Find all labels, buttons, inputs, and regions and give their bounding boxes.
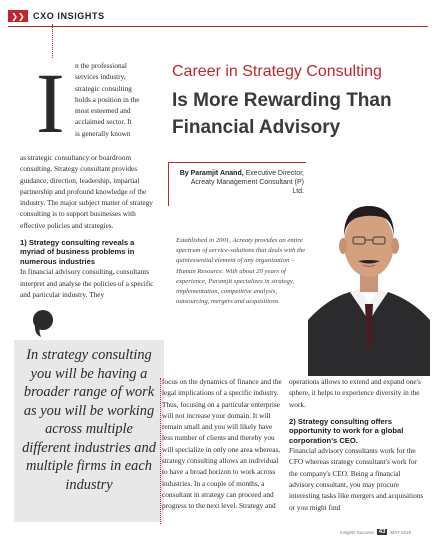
section-label: CXO INSIGHTS [33, 11, 105, 21]
pullquote: In strategy consulting you will be having a broader range of work as you will be working across multiple different industries and multiple firms in each industry [22, 347, 156, 493]
article-subtitle: Career in Strategy Consulting [172, 63, 382, 80]
intro-line: strategic consulting [75, 83, 132, 93]
author-bio: Established in 2001, Acreaty provides an entire spectrum of service-solutions that deals with the quintessential element of any organization – Human Resource. With about 20 years of experience, Paramjit specializes in strategy, implementation, competitive analysis, outsourcing, mergers and acquisitions. [176, 237, 306, 306]
chevron-right-icon: ❯❯ [8, 10, 28, 22]
column-3 [289, 376, 427, 513]
magazine-name: Insights Success [340, 529, 374, 535]
section-tag [8, 9, 105, 23]
column-divider [160, 378, 161, 524]
page-number: 43 [378, 529, 386, 535]
intro-lines [75, 60, 159, 139]
intro-line: is generally known [75, 128, 131, 138]
author-photo [308, 170, 430, 376]
intro-paragraph: as strategic consultancy or boardroom consulting. Strategy consultant provides guidance, direction, leadership, impartial partnership and profound knowledge of the industry. The major subject matter of strategy consulting is to support businesses with effective policies and strategies. [20, 153, 153, 230]
intro-line: acclaimed sector. It [75, 117, 132, 127]
author-role: Executive Director, Acreaty Management Consultant (P) Ltd. [190, 170, 304, 195]
byline [178, 169, 304, 196]
column-1 [20, 152, 160, 300]
paragraph-1: In financial advisory consulting, consultants interpret and analyse the policies of a specific and particular industry. They [20, 267, 154, 299]
intro-line: holds a position in the [75, 94, 140, 104]
drop-cap: I [36, 55, 65, 151]
article-title: Is More Rewarding Than Financial Advisory [172, 90, 392, 138]
page-footer [340, 529, 411, 535]
paragraph-3b: Financial advisory consultants work for the CFO whereas strategy consultant's work for the company's CEO. Being a financial advisory consultant, you may procure interesting tasks like mergers and acquisitions or you might find [289, 446, 424, 512]
paragraph-3a: operations allows to extend and expand one's sphere, it helps to experience diversity in the work. [289, 377, 421, 409]
intro-line: services industry, [75, 72, 126, 82]
dotted-connector [52, 24, 53, 58]
header-rule [8, 26, 428, 27]
issue-date: MAY 2019 [390, 529, 412, 535]
column-2: focus on the dynamics of finance and the legal implications of a specific industry. Thus, focusing on a particular enterprise will not increase your domain. It will remain small and you will likely have less number of clients and thereby you will specialize in only one area whereas, strategy consulting allows an individual to have a broad horizon to work across industries. In a couple of months, a consultant in strategy can proceed and progress to the next level. Strategy and [162, 377, 282, 511]
intro-line: most esteemed and [75, 106, 131, 116]
subheading-2: 2) Strategy consulting offers opportunity to work for a global corporation's CEO. [289, 416, 404, 445]
intro-line: n the professional [75, 61, 127, 70]
subheading-1: 1) Strategy consulting reveals a myriad of business problems in numerous industries [20, 238, 135, 266]
quote-icon [30, 308, 54, 338]
author-name: By Paramjit Anand, [179, 170, 244, 177]
